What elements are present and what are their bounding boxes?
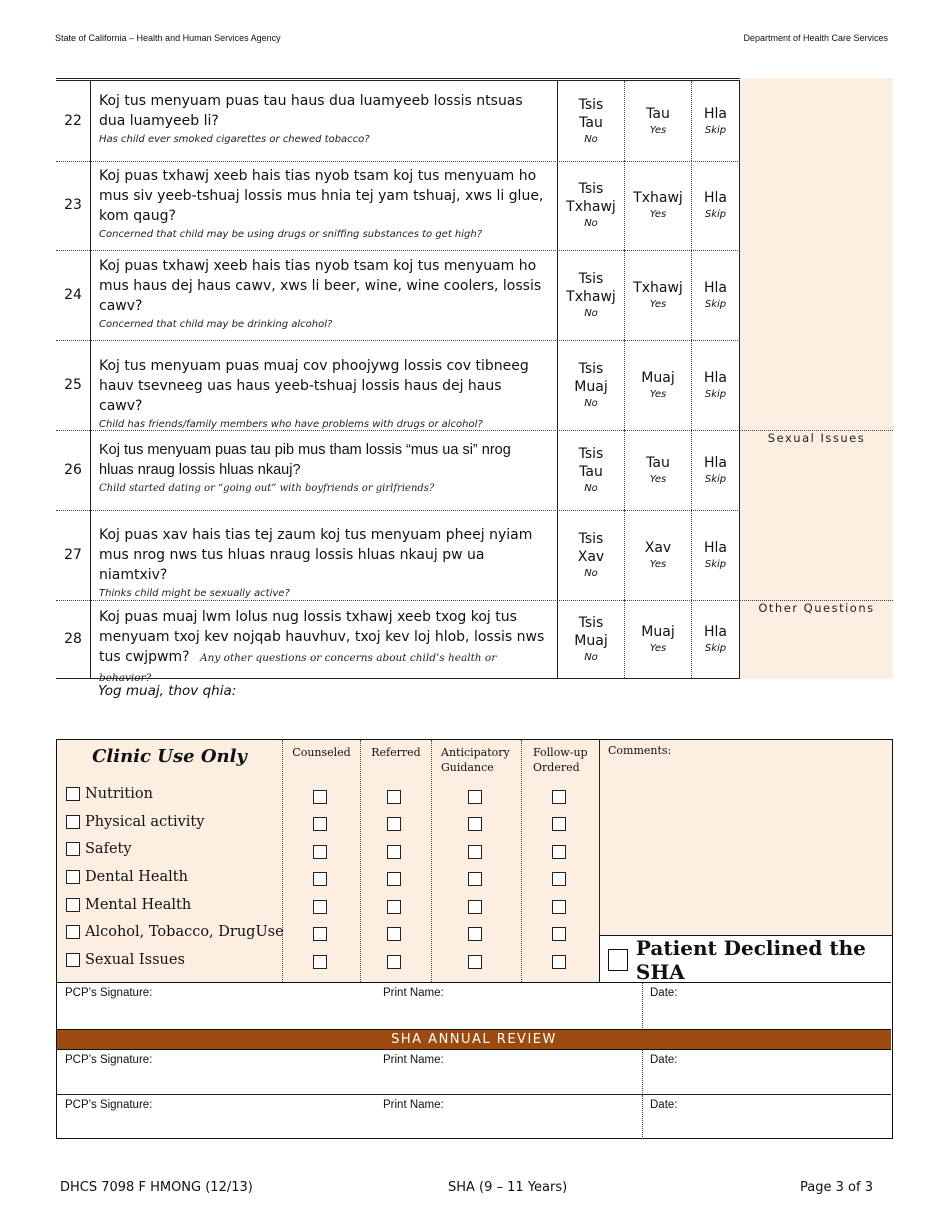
referred-checkbox[interactable] — [387, 927, 401, 941]
answer-skip-hmong: Hla — [704, 369, 727, 386]
checkbox[interactable] — [66, 898, 80, 912]
review-signature-row — [57, 1049, 891, 1095]
question-text — [90, 340, 557, 430]
column-header: Counseled — [292, 746, 351, 759]
question-row — [56, 80, 740, 162]
column-counseled — [282, 740, 360, 982]
question-hmong: Koj puas xav hais tias tej zaum koj tus menyuam pheej nyiam mus nrog nws tus hluas nraug lossis hluas nkauj pw ua niamtxiv? — [99, 527, 533, 583]
clinic-item-label: Sexual Issues — [85, 952, 185, 968]
answer-no-english: No — [584, 307, 598, 319]
answer-no-option[interactable] — [557, 510, 624, 600]
answer-no-english: No — [584, 482, 598, 494]
question-hmong-text: Koj puas muaj lwm lolus nug lossis txhawj xeeb txog koj tus menyuam txoj kev nojqab hauvhuv, txoj kev loj hlob, lossis nws tus cwjpwm? — [99, 609, 545, 665]
column-header: Referred — [371, 746, 421, 759]
column-header: Follow-up Ordered — [533, 746, 588, 774]
question-english: Child has friends/family members who have problems with drugs or alcohol? — [99, 419, 483, 430]
answer-yes-english: Yes — [649, 642, 667, 654]
question-hmong — [99, 607, 549, 687]
answer-skip-option[interactable] — [691, 250, 740, 340]
answer-no-option[interactable] — [557, 250, 624, 340]
answer-yes-english: Yes — [649, 473, 667, 485]
clinic-use-panel — [56, 739, 893, 1139]
answer-skip-english: Skip — [704, 298, 727, 310]
answer-yes-english: Yes — [649, 208, 667, 220]
answer-yes-english: Yes — [649, 558, 667, 570]
anticipatory-checkbox[interactable] — [468, 845, 482, 859]
answer-no-hmong: Tsis Tau — [578, 96, 604, 131]
annual-review-banner: SHA ANNUAL REVIEW — [57, 1029, 891, 1050]
print-name-label: Print Name: — [383, 1054, 444, 1066]
followup-checkbox[interactable] — [552, 845, 566, 859]
question-text — [90, 81, 557, 161]
answer-skip-hmong: Hla — [704, 623, 727, 640]
comments-field[interactable] — [599, 740, 892, 935]
clinic-item-label: Dental Health — [85, 869, 188, 885]
answer-yes-option[interactable] — [624, 510, 691, 600]
answer-skip-english: Skip — [704, 558, 727, 570]
clinic-item-label: Nutrition — [85, 786, 153, 802]
question-number: 27 — [64, 547, 82, 563]
question-row — [56, 160, 740, 251]
answer-skip-hmong: Hla — [704, 105, 727, 122]
anticipatory-checkbox[interactable] — [468, 790, 482, 804]
answer-skip-english: Skip — [704, 208, 727, 220]
divider — [642, 1050, 643, 1095]
counseled-checkbox[interactable] — [313, 955, 327, 969]
referred-checkbox[interactable] — [387, 790, 401, 804]
question-english: Any other questions or concerns about child’s health or behavior? — [99, 652, 497, 684]
anticipatory-checkbox[interactable] — [468, 872, 482, 886]
followup-checkbox[interactable] — [552, 817, 566, 831]
divider — [642, 1095, 643, 1139]
answer-skip-hmong: Hla — [704, 189, 727, 206]
answer-yes-english: Yes — [649, 124, 667, 136]
answer-yes-hmong: Tau — [646, 105, 670, 122]
answer-yes-hmong: Tau — [646, 454, 670, 471]
question-text — [90, 600, 557, 684]
question-row — [56, 340, 740, 431]
checkbox[interactable] — [66, 842, 80, 856]
column-header: Anticipatory Guidance — [441, 746, 510, 774]
question-text — [90, 510, 557, 600]
answer-no-english: No — [584, 217, 598, 229]
answer-no-option[interactable] — [557, 81, 624, 161]
answer-skip-hmong: Hla — [704, 279, 727, 296]
question-row — [56, 600, 740, 684]
declined-checkbox[interactable] — [608, 949, 628, 971]
referred-checkbox[interactable] — [387, 900, 401, 914]
pcp-signature-label: PCP’s Signature: — [65, 1054, 153, 1066]
clinic-title: Clinic Use Only — [92, 746, 247, 767]
section-label-sexual-issues: Sexual Issues — [767, 431, 866, 445]
clinic-item-mental-health[interactable] — [66, 897, 191, 913]
clinic-item-sexual-issues[interactable] — [66, 952, 185, 968]
clinic-item-alcohol-tobacco-druguse[interactable] — [66, 924, 284, 940]
question-row — [56, 250, 740, 341]
answer-skip-option[interactable] — [691, 430, 740, 510]
answer-skip-english: Skip — [704, 388, 727, 400]
question-english: Has child ever smoked cigarettes or chewed tobacco? — [99, 134, 370, 145]
answer-skip-option[interactable] — [691, 81, 740, 161]
question-english: Concerned that child may be drinking alcohol? — [99, 319, 333, 330]
answer-no-hmong: Tsis Muaj — [574, 360, 608, 395]
answer-no-hmong: Tsis Xav — [577, 530, 605, 565]
answer-yes-english: Yes — [649, 298, 667, 310]
date-label: Date: — [650, 1054, 678, 1066]
form-title: SHA (9 – 11 Years) — [448, 1180, 568, 1195]
counseled-checkbox[interactable] — [313, 872, 327, 886]
counseled-checkbox[interactable] — [313, 845, 327, 859]
pcp-signature-label: PCP’s Signature: — [65, 987, 153, 999]
print-name-label: Print Name: — [383, 1099, 444, 1111]
answer-yes-hmong: Xav — [644, 539, 672, 556]
question-row — [56, 430, 740, 511]
clinic-item-label: Safety — [85, 841, 132, 857]
question-text — [90, 160, 557, 250]
answer-no-option[interactable] — [557, 160, 624, 250]
anticipatory-checkbox[interactable] — [468, 900, 482, 914]
checkbox[interactable] — [66, 787, 80, 801]
signature-row — [57, 982, 891, 1030]
question-number: 24 — [64, 287, 82, 303]
answer-no-english: No — [584, 133, 598, 145]
answer-no-english: No — [584, 397, 598, 409]
comments-label: Comments: — [608, 744, 672, 757]
side-panel-substance — [740, 78, 893, 430]
checkbox[interactable] — [66, 815, 80, 829]
page-number: Page 3 of 3 — [800, 1180, 873, 1195]
question-number: 26 — [64, 462, 82, 478]
divider — [642, 983, 643, 1030]
department-header: Department of Health Care Services — [743, 33, 888, 43]
question-english: Thinks child might be sexually active? — [99, 588, 290, 599]
followup-checkbox[interactable] — [552, 900, 566, 914]
agency-header: State of California – Health and Human Services Agency — [55, 33, 281, 43]
question-hmong: Koj tus menyuam puas tau pib mus tham lossis “mus ua si” nrog hluas nraug lossis hluas nkauj? — [99, 442, 511, 478]
column-anticipatory-guidance — [431, 740, 521, 982]
clinic-item-nutrition[interactable] — [66, 786, 153, 802]
print-name-label: Print Name: — [383, 987, 444, 999]
answer-yes-option[interactable] — [624, 81, 691, 161]
question-text — [90, 250, 557, 340]
question-hmong: Koj puas txhawj xeeb hais tias nyob tsam koj tus menyuam ho mus siv yeeb-tshuaj lossis mus hnia tej yam tshuaj, xws li glue, kom qaug? — [99, 168, 544, 224]
answer-skip-option[interactable] — [691, 600, 740, 678]
column-referred — [360, 740, 431, 982]
clinic-item-label: Alcohol, Tobacco, DrugUse — [85, 924, 284, 940]
followup-checkbox[interactable] — [552, 872, 566, 886]
checkbox[interactable] — [66, 925, 80, 939]
question-english: Child started dating or “going out” with boyfriends or girlfriends? — [99, 483, 435, 494]
answer-no-english: No — [584, 567, 598, 579]
followup-checkbox[interactable] — [552, 927, 566, 941]
anticipatory-checkbox[interactable] — [468, 955, 482, 969]
declined-label: Patient Declined the SHA — [635, 935, 866, 984]
answer-skip-hmong: Hla — [704, 539, 727, 556]
date-label: Date: — [650, 1099, 678, 1111]
answer-skip-option[interactable] — [691, 510, 740, 600]
answer-no-english: No — [584, 651, 598, 663]
question-number: 25 — [64, 377, 82, 393]
answer-yes-hmong: Muaj — [641, 369, 675, 386]
answer-skip-english: Skip — [704, 642, 727, 654]
patient-declined-option[interactable] — [599, 935, 892, 983]
clinic-item-physical-activity[interactable] — [66, 814, 204, 830]
answer-skip-option[interactable] — [691, 160, 740, 250]
answer-yes-option[interactable] — [624, 250, 691, 340]
answer-yes-option[interactable] — [624, 160, 691, 250]
form-number: DHCS 7098 F HMONG (12/13) — [60, 1180, 253, 1195]
referred-checkbox[interactable] — [387, 872, 401, 886]
question-number: 22 — [64, 113, 82, 129]
question-hmong: Koj tus menyuam puas tau haus dua luamyeeb lossis ntsuas dua luamyeeb li? — [99, 93, 523, 129]
answer-no-hmong: Tsis Tau — [578, 445, 604, 480]
clinic-checklist-area — [57, 740, 599, 982]
clinic-item-label: Physical activity — [85, 814, 205, 830]
answer-no-hmong: Tsis Txhawj — [566, 180, 616, 215]
date-label: Date: — [650, 987, 678, 999]
question-row — [56, 510, 740, 601]
answer-yes-hmong: Txhawj — [633, 279, 683, 296]
counseled-checkbox[interactable] — [313, 817, 327, 831]
clinic-item-safety[interactable] — [66, 841, 132, 857]
counseled-checkbox[interactable] — [313, 790, 327, 804]
clinic-item-dental-health[interactable] — [66, 869, 188, 885]
answer-no-option[interactable] — [557, 340, 624, 430]
answer-no-hmong: Tsis Txhawj — [566, 270, 616, 305]
side-panel-sexual-issues — [740, 430, 893, 601]
clinic-item-label: Mental Health — [85, 897, 192, 913]
question-number: 23 — [64, 197, 82, 213]
counseled-checkbox[interactable] — [313, 927, 327, 941]
answer-yes-hmong: Txhawj — [633, 189, 683, 206]
question-text — [90, 430, 557, 510]
counseled-checkbox[interactable] — [313, 900, 327, 914]
answer-skip-english: Skip — [704, 124, 727, 136]
pcp-signature-label: PCP’s Signature: — [65, 1099, 153, 1111]
answer-yes-option[interactable] — [624, 600, 691, 678]
followup-prompt: Yog muaj, thov qhia: — [98, 683, 237, 699]
review-signature-row — [57, 1094, 891, 1139]
checkbox[interactable] — [66, 953, 80, 967]
answer-skip-hmong: Hla — [704, 454, 727, 471]
referred-checkbox[interactable] — [387, 817, 401, 831]
anticipatory-checkbox[interactable] — [468, 927, 482, 941]
checkbox[interactable] — [66, 870, 80, 884]
followup-checkbox[interactable] — [552, 790, 566, 804]
followup-checkbox[interactable] — [552, 955, 566, 969]
question-hmong: Koj tus menyuam puas muaj cov phoojywg lossis cov tibneeg hauv tsevneeg uas haus yeeb-tshuaj lossis haus dej haus cawv? — [99, 358, 529, 414]
answer-yes-english: Yes — [649, 388, 667, 400]
referred-checkbox[interactable] — [387, 845, 401, 859]
answer-no-option[interactable] — [557, 600, 624, 678]
anticipatory-checkbox[interactable] — [468, 817, 482, 831]
column-follow-up-ordered — [521, 740, 599, 982]
question-number: 28 — [64, 631, 82, 647]
answer-yes-option[interactable] — [624, 340, 691, 430]
answer-skip-option[interactable] — [691, 340, 740, 430]
side-panel-other-questions — [740, 600, 893, 679]
referred-checkbox[interactable] — [387, 955, 401, 969]
answer-no-hmong: Tsis Muaj — [574, 614, 608, 649]
answer-yes-hmong: Muaj — [641, 623, 675, 640]
section-label-other-questions: Other Questions — [758, 601, 875, 615]
question-english: Concerned that child may be using drugs or sniffing substances to get high? — [99, 229, 483, 240]
answer-yes-option[interactable] — [624, 430, 691, 510]
answer-no-option[interactable] — [557, 430, 624, 510]
question-hmong: Koj puas txhawj xeeb hais tias nyob tsam koj tus menyuam ho mus haus dej haus cawv, xws li beer, wine, wine coolers, lossis cawv? — [99, 258, 542, 314]
answer-skip-english: Skip — [704, 473, 727, 485]
